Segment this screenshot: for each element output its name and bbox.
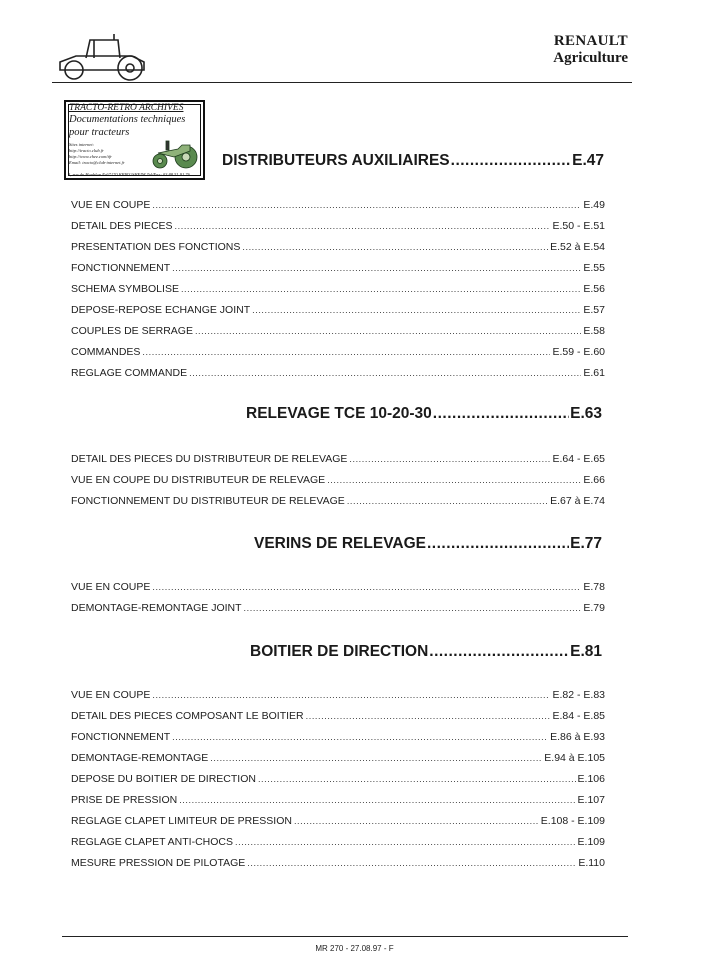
toc-row bbox=[71, 581, 605, 593]
leader-dots bbox=[327, 475, 581, 485]
section-heading-distributeurs bbox=[222, 152, 604, 170]
toc-page: E.49 bbox=[583, 199, 605, 211]
toc-row bbox=[71, 752, 605, 764]
toc-row bbox=[71, 474, 605, 486]
toc-label: COMMANDES bbox=[71, 346, 141, 358]
stamp-title: TRACTO-RETRO ARCHIVES bbox=[69, 103, 184, 113]
toc-label: REGLAGE CLAPET ANTI-CHOCS bbox=[71, 836, 234, 848]
toc-page: E.56 bbox=[583, 283, 605, 295]
section-title: RELEVAGE TCE 10-20-30 bbox=[246, 405, 432, 422]
leader-dots bbox=[152, 200, 581, 210]
section-page: E.63 bbox=[570, 405, 602, 422]
toc-label: REGLAGE CLAPET LIMITEUR DE PRESSION bbox=[71, 815, 292, 827]
section-heading-relevage bbox=[246, 405, 602, 423]
section-page: E.77 bbox=[570, 535, 602, 552]
archive-stamp bbox=[64, 100, 205, 180]
toc-page: E.78 bbox=[583, 581, 605, 593]
leader-dots bbox=[172, 732, 548, 742]
toc-page: E.86 à E.93 bbox=[550, 731, 605, 743]
toc-page: E.84 - E.85 bbox=[552, 710, 605, 722]
toc-label: VUE EN COUPE bbox=[71, 199, 151, 211]
stamp-address: 3, rue du Houblon F-67170 KRIEGSHEIM Tel/Fax: 03 88 51 91 76 bbox=[68, 172, 190, 177]
toc-page: E.79 bbox=[583, 602, 605, 614]
leader-dots bbox=[210, 753, 542, 763]
toc-row bbox=[71, 773, 605, 785]
toc-row bbox=[71, 710, 605, 722]
toc-label: DEMONTAGE-REMONTAGE bbox=[71, 752, 209, 764]
toc-label: PRISE DE PRESSION bbox=[71, 794, 178, 806]
toc-page: E.67 à E.74 bbox=[550, 495, 605, 507]
toc-row bbox=[71, 346, 605, 358]
toc-page: E.52 à E.54 bbox=[550, 241, 605, 253]
leader-dots bbox=[294, 816, 539, 826]
toc-label: FONCTIONNEMENT bbox=[71, 731, 171, 743]
toc-row bbox=[71, 367, 605, 379]
toc-label: DETAIL DES PIECES DU DISTRIBUTEUR DE RELEVAGE bbox=[71, 453, 348, 465]
leader-dots bbox=[172, 263, 581, 273]
leader-dots bbox=[179, 795, 575, 805]
toc-label: DEPOSE-REPOSE ECHANGE JOINT bbox=[71, 304, 251, 316]
tractor-icon bbox=[52, 28, 152, 82]
leader-dots bbox=[451, 152, 571, 170]
toc-page: E.109 bbox=[577, 836, 605, 848]
leader-dots bbox=[349, 454, 550, 464]
toc-page: E.66 bbox=[583, 474, 605, 486]
leader-dots bbox=[181, 284, 581, 294]
toc-label: DEMONTAGE-REMONTAGE JOINT bbox=[71, 602, 242, 614]
toc-page: E.107 bbox=[577, 794, 605, 806]
section-heading-verins bbox=[254, 535, 602, 553]
toc-page: E.106 bbox=[577, 773, 605, 785]
toc-page: E.108 - E.109 bbox=[540, 815, 605, 827]
toc-label: FONCTIONNEMENT DU DISTRIBUTEUR DE RELEVAGE bbox=[71, 495, 345, 507]
leader-dots bbox=[252, 305, 581, 315]
stamp-site-2: http://www.chez.com/tfr bbox=[69, 154, 112, 159]
section-page: E.81 bbox=[570, 643, 602, 660]
leader-dots bbox=[142, 347, 550, 357]
brand-division: Agriculture bbox=[553, 50, 628, 66]
toc-row bbox=[71, 325, 605, 337]
toc-label: FONCTIONNEMENT bbox=[71, 262, 171, 274]
stamp-line-2: pour tracteurs bbox=[69, 127, 130, 138]
leader-dots bbox=[152, 582, 581, 592]
toc-row bbox=[71, 220, 605, 232]
leader-dots bbox=[195, 326, 581, 336]
leader-dots bbox=[306, 711, 551, 721]
brand-name: RENAULT bbox=[553, 33, 628, 49]
toc-page: E.59 - E.60 bbox=[552, 346, 605, 358]
toc-row bbox=[71, 495, 605, 507]
toc-row bbox=[71, 453, 605, 465]
stamp-line-1: Documentations techniques bbox=[69, 114, 186, 125]
toc-page: E.50 - E.51 bbox=[552, 220, 605, 232]
section-title: DISTRIBUTEURS AUXILIAIRES bbox=[222, 152, 450, 169]
section-title: BOITIER DE DIRECTION bbox=[250, 643, 429, 660]
toc-label: DETAIL DES PIECES COMPOSANT LE BOITIER bbox=[71, 710, 304, 722]
header-divider bbox=[52, 82, 632, 83]
toc-row bbox=[71, 815, 605, 827]
toc-label: PRESENTATION DES FONCTIONS bbox=[71, 241, 241, 253]
toc-row bbox=[71, 241, 605, 253]
toc-row bbox=[71, 262, 605, 274]
toc-page: E.94 à E.105 bbox=[544, 752, 605, 764]
brand-logo bbox=[520, 34, 628, 66]
section-title: VERINS DE RELEVAGE bbox=[254, 535, 426, 552]
leader-dots bbox=[189, 368, 581, 378]
toc-row bbox=[71, 731, 605, 743]
toc-label: SCHEMA SYMBOLISE bbox=[71, 283, 179, 295]
toc-label: COUPLES DE SERRAGE bbox=[71, 325, 193, 337]
leader-dots bbox=[258, 774, 576, 784]
stamp-email: Email: tracto@club-internet.fr bbox=[69, 160, 125, 165]
leader-dots bbox=[429, 643, 569, 661]
leader-dots bbox=[244, 603, 582, 613]
toc-page: E.64 - E.65 bbox=[552, 453, 605, 465]
toc-label: REGLAGE COMMANDE bbox=[71, 367, 188, 379]
footer-divider bbox=[62, 936, 628, 937]
leader-dots bbox=[347, 496, 548, 506]
toc-page: E.57 bbox=[583, 304, 605, 316]
leader-dots bbox=[247, 858, 576, 868]
leader-dots bbox=[175, 221, 551, 231]
toc-page: E.82 - E.83 bbox=[552, 689, 605, 701]
stamp-site-1: http://tracto.club.fr bbox=[69, 148, 104, 153]
document-code: MR 270 - 27.08.97 - F bbox=[315, 944, 394, 953]
toc-label: MESURE PRESSION DE PILOTAGE bbox=[71, 857, 246, 869]
leader-dots bbox=[235, 837, 576, 847]
section-page: E.47 bbox=[572, 152, 604, 169]
toc-page: E.55 bbox=[583, 262, 605, 274]
toc-label: DETAIL DES PIECES bbox=[71, 220, 173, 232]
toc-row bbox=[71, 304, 605, 316]
toc-row bbox=[71, 836, 605, 848]
toc-label: DEPOSE DU BOITIER DE DIRECTION bbox=[71, 773, 256, 785]
toc-label: VUE EN COUPE bbox=[71, 689, 151, 701]
toc-row bbox=[71, 199, 605, 211]
toc-row bbox=[71, 794, 605, 806]
toc-page: E.61 bbox=[583, 367, 605, 379]
leader-dots bbox=[427, 535, 569, 553]
stamp-sites-label: Sites internet: bbox=[69, 142, 95, 147]
toc-page: E.110 bbox=[578, 857, 605, 869]
stamp-tractor-icon bbox=[148, 135, 200, 171]
toc-row bbox=[71, 602, 605, 614]
leader-dots bbox=[242, 242, 548, 252]
toc-page: E.58 bbox=[583, 325, 605, 337]
toc-label: VUE EN COUPE DU DISTRIBUTEUR DE RELEVAGE bbox=[71, 474, 326, 486]
toc-row bbox=[71, 283, 605, 295]
toc-row bbox=[71, 857, 605, 869]
toc-label: VUE EN COUPE bbox=[71, 581, 151, 593]
section-heading-boitier bbox=[250, 643, 602, 661]
leader-dots bbox=[433, 405, 569, 423]
toc-row bbox=[71, 689, 605, 701]
leader-dots bbox=[152, 690, 550, 700]
